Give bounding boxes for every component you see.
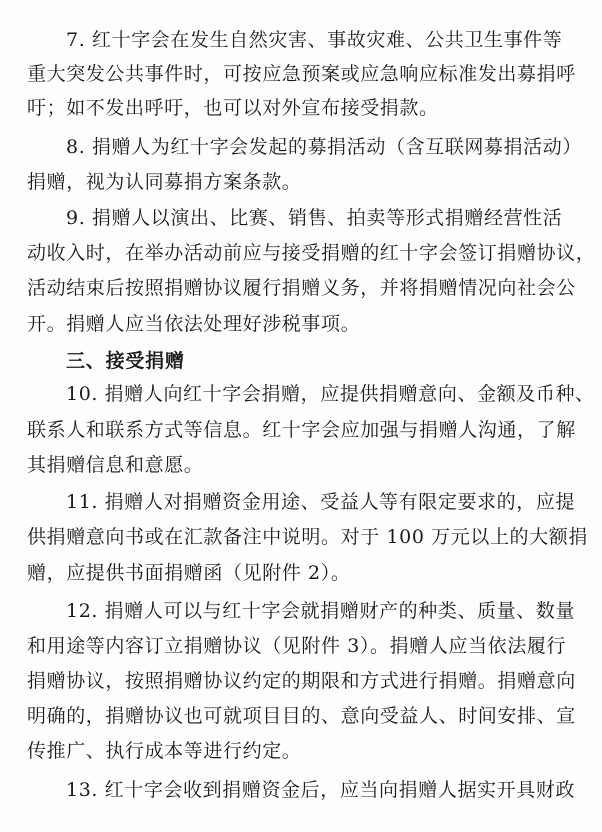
text-line: 动收入时，在举办活动前应与接受捐赠的红十字会签订捐赠协议， — [27, 242, 596, 264]
text-line: 11. 捐赠人对捐赠资金用途、受益人等有限定要求的，应提 — [66, 491, 576, 513]
text-line: 传推广、执行成本等进行约定。 — [27, 740, 302, 762]
text-line: 和用途等内容订立捐赠协议（见附件 3）。捐赠人应当依法履行 — [27, 635, 567, 657]
text-line: 联系人和联系方式等信息。红十字会应加强与捐赠人沟通，了解 — [27, 419, 576, 441]
text-line: 7. 红十字会在发生自然灾害、事故灾难、公共卫生事件等 — [66, 29, 563, 51]
text-line: 吁；如不发出呼吁，也可以对外宣布接受捐款。 — [27, 97, 439, 119]
text-line: 13. 红十字会收到捐赠资金后，应当向捐赠人据实开具财政 — [66, 779, 576, 801]
text-line: 明确的，捐赠协议也可就项目目的、意向受益人、时间安排、宣 — [27, 705, 576, 727]
text-line: 开。捐赠人应当依法处理好涉税事项。 — [27, 313, 361, 335]
text-line: 活动结束后按照捐赠协议履行捐赠义务，并将捐赠情况向社会公 — [27, 277, 576, 299]
text-line: 捐赠协议，按照捐赠协议约定的期限和方式进行捐赠。捐赠意向 — [27, 670, 576, 692]
text-line: 其捐赠信息和意愿。 — [27, 454, 204, 476]
text-line: 捐赠，视为认同募捐方案条款。 — [27, 171, 302, 193]
text-line: 重大突发公共事件时，可按应急预案或应急响应标准发出募捐呼 — [27, 63, 576, 85]
text-line: 8. 捐赠人为红十字会发起的募捐活动（含互联网募捐活动） — [66, 136, 582, 158]
section-heading: 三、接受捐赠 — [66, 350, 185, 372]
text-line: 赠，应提供书面捐赠函（见附件 2）。 — [27, 562, 351, 584]
text-line: 10. 捐赠人向红十字会捐赠，应提供捐赠意向、金额及币种、 — [66, 383, 595, 405]
text-line: 12. 捐赠人可以与红十字会就捐赠财产的种类、质量、数量 — [66, 600, 576, 622]
text-line: 9. 捐赠人以演出、比赛、销售、拍卖等形式捐赠经营性活 — [66, 207, 563, 229]
text-line: 供捐赠意向书或在汇款备注中说明。对于 100 万元以上的大额捐 — [27, 526, 588, 548]
